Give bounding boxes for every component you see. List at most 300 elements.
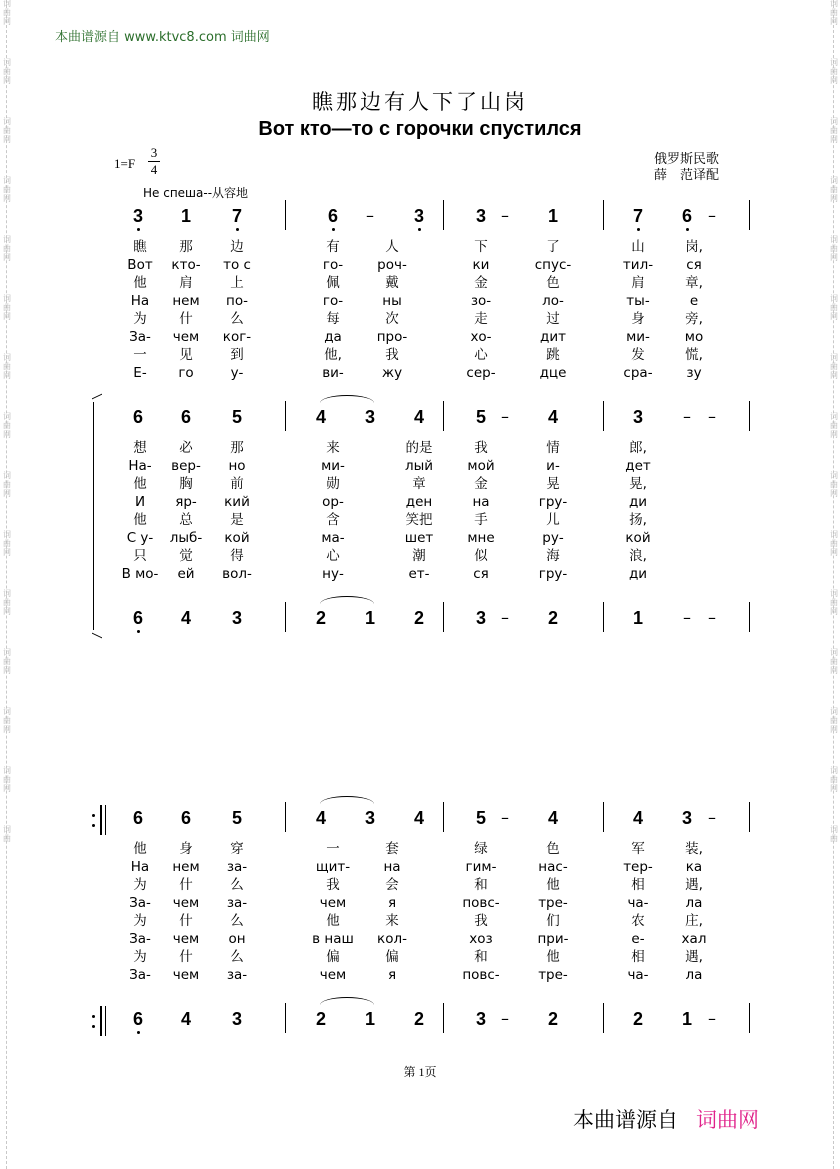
lyric-syllable: тер-	[623, 859, 653, 875]
note: 3	[475, 1009, 487, 1029]
repeat-sign-top	[100, 805, 104, 835]
lyric-syllable: 偏	[385, 949, 399, 965]
lyric-syllable: ми-	[321, 458, 345, 474]
note: 3	[231, 608, 243, 628]
lyric-syllable: 勋	[326, 476, 340, 492]
bar-line	[285, 1003, 286, 1033]
lyric-syllable: 们	[546, 913, 560, 929]
bar-line	[749, 802, 750, 832]
lyric-syllable: 他	[133, 512, 147, 528]
lyric-syllable: 走	[474, 311, 488, 327]
bar-line	[603, 200, 604, 230]
lyric-syllable: 必	[179, 440, 193, 456]
lyric-syllable: 偏	[326, 949, 340, 965]
note-extension: –	[708, 206, 716, 225]
lyric-syllable: 绿	[474, 841, 488, 857]
lyric-syllable: 他	[546, 949, 560, 965]
note: 4	[413, 407, 425, 427]
lyric-syllable: ди	[628, 494, 648, 510]
lyric-syllable: 含	[326, 512, 340, 528]
bar-line	[749, 1003, 750, 1033]
lyric-syllable: мой	[467, 458, 495, 474]
note: 3	[475, 608, 487, 628]
note-extension: –	[708, 407, 716, 426]
lyric-syllable: В мо-	[121, 566, 159, 582]
lyric-syllable: да	[324, 329, 342, 345]
note: 1	[681, 1009, 693, 1029]
slur	[320, 395, 374, 403]
note: 1	[364, 608, 376, 628]
lyric-syllable: 笑把	[405, 512, 433, 528]
lyric-syllable: 发	[631, 347, 645, 363]
note: 6	[132, 808, 144, 828]
lyric-syllable: 有	[326, 239, 340, 255]
lyric-syllable: повс-	[462, 895, 500, 911]
lyric-syllable: дит	[540, 329, 566, 345]
lyric-syllable: 么	[230, 949, 244, 965]
lyric-syllable: 的是	[405, 440, 433, 456]
lyric-syllable: ла	[685, 895, 703, 911]
bar-line	[285, 200, 286, 230]
lyric-syllable: 来	[385, 913, 399, 929]
lyric-syllable: зу	[686, 365, 702, 381]
lyric-syllable: За-	[129, 967, 151, 983]
lyric-syllable: тил-	[622, 257, 654, 273]
lyric-syllable: 他	[546, 877, 560, 893]
lyric-syllable: 肩	[179, 275, 193, 291]
lyric-syllable: нас-	[538, 859, 568, 875]
lyric-syllable: хоз	[469, 931, 493, 947]
lyric-syllable: 和	[474, 949, 488, 965]
repeat-sign-bottom	[100, 1006, 104, 1036]
side-watermark-right: 词 曲 网 词 曲 网 词 曲 网 词 曲 网 词 曲 网 词 曲 网 词 曲 网 词 曲 网 词 曲 网 词 曲 网 词 曲 网 词 曲 网 词 曲 网 词 曲 网 词 曲	[830, 0, 838, 843]
genre: 俄罗斯民歌	[654, 152, 720, 167]
note: 3	[413, 206, 425, 226]
note: 3	[681, 808, 693, 828]
lyric-syllable: 是	[230, 512, 244, 528]
key-signature: 1=F	[114, 156, 136, 171]
bar-line	[749, 602, 750, 632]
note: 5	[231, 407, 243, 427]
lyric-syllable: 我	[326, 877, 340, 893]
lyric-syllable: 手	[474, 512, 488, 528]
lyric-syllable: 相	[631, 877, 645, 893]
note: 1	[180, 206, 192, 226]
note: 4	[413, 808, 425, 828]
bar-line	[285, 802, 286, 832]
note: 5	[231, 808, 243, 828]
title-chinese: 瞧那边有人下了山岗	[312, 90, 528, 114]
note-extension: –	[683, 608, 691, 627]
lyric-syllable: гим-	[465, 859, 497, 875]
lyric-syllable: 套	[385, 841, 399, 857]
lyric-syllable: 岗,	[685, 239, 703, 255]
lyric-syllable: кто-	[171, 257, 201, 273]
lyric-syllable: 什	[179, 311, 193, 327]
lyric-syllable: 为	[133, 311, 147, 327]
note: 4	[315, 808, 327, 828]
footer-site: 词曲网	[696, 1108, 759, 1132]
lyric-syllable: 我	[474, 913, 488, 929]
note: 4	[180, 1009, 192, 1029]
lyric-syllable: он	[228, 931, 246, 947]
source-header: 本曲谱源自 www.ktvc8.com 词曲网	[55, 30, 270, 45]
lyric-syllable: чем	[319, 895, 347, 911]
lyric-syllable: зо-	[470, 293, 492, 309]
lyric-syllable: 海	[546, 548, 560, 564]
bar-line	[443, 200, 444, 230]
lyric-syllable: На	[130, 859, 150, 875]
note: 3	[231, 1009, 243, 1029]
lyric-syllable: 那	[179, 239, 193, 255]
lyric-syllable: 庄,	[685, 913, 703, 929]
lyric-syllable: ча-	[627, 895, 649, 911]
lyric-syllable: 次	[385, 311, 399, 327]
lyric-syllable: ло-	[542, 293, 564, 309]
side-watermark-left: 词 曲 网 词 曲 网 词 曲 网 词 曲 网 词 曲 网 词 曲 网 词 曲 网 词 曲 网 词 曲 网 词 曲 网 词 曲 网 词 曲 网 词 曲 网 词 曲 网 词 曲	[3, 0, 11, 843]
lyric-syllable: 胸	[179, 476, 193, 492]
note: 6	[132, 407, 144, 427]
lyric-syllable: 肩	[631, 275, 645, 291]
lyric-syllable: 了	[546, 239, 560, 255]
slur	[320, 796, 374, 804]
lyric-syllable: на	[472, 494, 490, 510]
note: 2	[632, 1009, 644, 1029]
lyric-syllable: дце	[539, 365, 567, 381]
lyric-syllable: ты-	[626, 293, 650, 309]
bar-line	[603, 401, 604, 431]
lyric-syllable: за-	[226, 967, 248, 983]
note: 2	[413, 1009, 425, 1029]
lyric-syllable: 一	[133, 347, 147, 363]
lyric-syllable: чем	[172, 967, 200, 983]
bar-line	[285, 401, 286, 431]
note: 6	[132, 1009, 144, 1029]
lyric-syllable: 会	[385, 877, 399, 893]
note-extension: –	[683, 407, 691, 426]
note: 4	[547, 407, 559, 427]
note: 4	[547, 808, 559, 828]
lyric-syllable: я	[387, 895, 397, 911]
lyric-syllable: тре-	[538, 895, 568, 911]
note-extension: –	[708, 608, 716, 627]
lyric-syllable: на	[383, 859, 401, 875]
note: 4	[632, 808, 644, 828]
lyric-syllable: 郎,	[629, 440, 647, 456]
lyric-syllable: 为	[133, 877, 147, 893]
arranger: 薛 范译配	[654, 168, 720, 183]
lyric-syllable: и-	[546, 458, 560, 474]
lyric-syllable: 和	[474, 877, 488, 893]
note: 1	[632, 608, 644, 628]
lyric-syllable: 山	[631, 239, 645, 255]
lyric-syllable: за-	[226, 859, 248, 875]
lyric-syllable: 章,	[685, 275, 703, 291]
note: 2	[547, 1009, 559, 1029]
lyric-syllable: дет	[625, 458, 651, 474]
lyric-syllable: 心	[474, 347, 488, 363]
lyric-syllable: сер-	[466, 365, 496, 381]
lyric-syllable: 扬,	[629, 512, 647, 528]
bar-line	[443, 1003, 444, 1033]
lyric-syllable: хал	[681, 931, 707, 947]
lyric-syllable: 军	[631, 841, 645, 857]
lyric-syllable: ча-	[627, 967, 649, 983]
bar-line	[443, 602, 444, 632]
note: 6	[681, 206, 693, 226]
note: 3	[632, 407, 644, 427]
lyric-syllable: 边	[230, 239, 244, 255]
note-extension: –	[501, 608, 509, 627]
lyric-syllable: На	[130, 293, 150, 309]
lyric-syllable: 上	[230, 275, 244, 291]
lyric-syllable: 晃	[546, 476, 560, 492]
time-denominator: 4	[148, 161, 160, 178]
lyric-syllable: 下	[474, 239, 488, 255]
lyric-syllable: 到	[230, 347, 244, 363]
lyric-syllable: 遇,	[685, 949, 703, 965]
lyric-syllable: Вот	[127, 257, 153, 273]
time-signature	[148, 145, 160, 178]
system-brace	[93, 402, 104, 630]
lyric-syllable: шет	[404, 530, 434, 546]
lyric-syllable: 相	[631, 949, 645, 965]
lyric-syllable: роч-	[377, 257, 407, 273]
lyric-syllable: при-	[537, 931, 569, 947]
lyric-syllable: 他	[326, 913, 340, 929]
lyric-syllable: 他	[133, 275, 147, 291]
lyric-syllable: 每	[326, 311, 340, 327]
note: 2	[315, 1009, 327, 1029]
note: 1	[364, 1009, 376, 1029]
note-extension: –	[366, 206, 374, 225]
lyric-syllable: кой	[625, 530, 651, 546]
bar-line	[443, 802, 444, 832]
lyric-syllable: ка	[685, 859, 703, 875]
lyric-syllable: щит-	[315, 859, 351, 875]
lyric-syllable: 他	[133, 476, 147, 492]
lyric-syllable: в наш	[312, 931, 354, 947]
slur	[320, 596, 374, 604]
lyric-syllable: 晃,	[629, 476, 647, 492]
lyric-syllable: 佩	[326, 275, 340, 291]
lyric-syllable: 似	[474, 548, 488, 564]
lyric-syllable: е	[689, 293, 699, 309]
lyric-syllable: 儿	[546, 512, 560, 528]
lyric-syllable: 穿	[230, 841, 244, 857]
lyric-syllable: 装,	[685, 841, 703, 857]
lyric-syllable: 只	[133, 548, 147, 564]
title-russian: Вот кто—то с горочки спустился	[258, 118, 582, 140]
lyric-syllable: 浪,	[629, 548, 647, 564]
lyric-syllable: 色	[546, 275, 560, 291]
lyric-syllable: го-	[322, 257, 344, 273]
lyric-syllable: нем	[172, 293, 200, 309]
lyric-syllable: ми-	[626, 329, 650, 345]
lyric-syllable: 人	[385, 239, 399, 255]
lyric-syllable: спус-	[534, 257, 572, 273]
footer-credit	[573, 1104, 759, 1134]
lyric-syllable: 农	[631, 913, 645, 929]
lyric-syllable: 么	[230, 913, 244, 929]
note: 4	[180, 608, 192, 628]
note-extension: –	[501, 808, 509, 827]
lyric-syllable: 得	[230, 548, 244, 564]
lyric-syllable: 金	[474, 275, 488, 291]
lyric-syllable: 章	[412, 476, 426, 492]
note: 3	[364, 407, 376, 427]
note: 3	[132, 206, 144, 226]
lyric-syllable: За-	[129, 329, 151, 345]
footer-text: 本曲谱源自	[573, 1108, 678, 1132]
lyric-syllable: повс-	[462, 967, 500, 983]
bar-line	[603, 602, 604, 632]
lyric-syllable: я	[387, 967, 397, 983]
lyric-syllable: по-	[226, 293, 248, 309]
tempo-marking: Не спеша--从容地	[143, 186, 249, 200]
lyric-syllable: за-	[226, 895, 248, 911]
lyric-syllable: хо-	[470, 329, 492, 345]
note: 4	[315, 407, 327, 427]
note: 6	[327, 206, 339, 226]
lyric-syllable: го-	[322, 293, 344, 309]
lyric-syllable: 戴	[385, 275, 399, 291]
lyric-syllable: вер-	[171, 458, 201, 474]
note: 3	[475, 206, 487, 226]
lyric-syllable: 心	[326, 548, 340, 564]
lyric-syllable: жу	[381, 365, 403, 381]
lyric-syllable: ди	[628, 566, 648, 582]
note: 1	[547, 206, 559, 226]
time-numerator: 3	[150, 145, 158, 160]
lyric-syllable: 那	[230, 440, 244, 456]
lyric-syllable: е-	[631, 931, 645, 947]
lyric-syllable: 过	[546, 311, 560, 327]
lyric-syllable: 身	[631, 311, 645, 327]
lyric-syllable: 来	[326, 440, 340, 456]
lyric-syllable: ког-	[222, 329, 252, 345]
lyric-syllable: 他	[133, 841, 147, 857]
note: 7	[632, 206, 644, 226]
lyric-syllable: ру-	[542, 530, 564, 546]
bar-line	[285, 602, 286, 632]
lyric-syllable: ор-	[322, 494, 344, 510]
bar-line	[603, 1003, 604, 1033]
lyric-syllable: то с	[223, 257, 251, 273]
page-number: 第 1页	[403, 1065, 437, 1079]
lyric-syllable: чем	[172, 931, 200, 947]
note-extension: –	[501, 206, 509, 225]
lyric-syllable: лыб-	[169, 530, 203, 546]
lyric-syllable: гру-	[538, 494, 568, 510]
lyric-syllable: 什	[179, 877, 193, 893]
lyric-syllable: ки	[472, 257, 490, 273]
note-extension: –	[501, 407, 509, 426]
lyric-syllable: 色	[546, 841, 560, 857]
lyric-syllable: 遇,	[685, 877, 703, 893]
lyric-syllable: 潮	[412, 548, 426, 564]
lyric-syllable: 么	[230, 311, 244, 327]
lyric-syllable: 身	[179, 841, 193, 857]
lyric-syllable: 么	[230, 877, 244, 893]
lyric-syllable: го	[178, 365, 194, 381]
note: 2	[315, 608, 327, 628]
note: 2	[547, 608, 559, 628]
lyric-syllable: мне	[467, 530, 495, 546]
lyric-syllable: На-	[128, 458, 152, 474]
bar-line	[443, 401, 444, 431]
lyric-syllable: ны	[382, 293, 402, 309]
slur	[320, 997, 374, 1005]
lyric-syllable: 跳	[546, 347, 560, 363]
lyric-syllable: сра-	[623, 365, 653, 381]
lyric-syllable: 为	[133, 949, 147, 965]
bar-line	[749, 200, 750, 230]
lyric-syllable: За-	[129, 895, 151, 911]
lyric-syllable: 为	[133, 913, 147, 929]
note-extension: –	[501, 1009, 509, 1028]
lyric-syllable: ся	[686, 257, 702, 273]
lyric-syllable: 慌,	[685, 347, 703, 363]
lyric-syllable: Е-	[133, 365, 147, 381]
lyric-syllable: 前	[230, 476, 244, 492]
lyric-syllable: ей	[177, 566, 195, 582]
lyric-syllable: За-	[129, 931, 151, 947]
lyric-syllable: 想	[133, 440, 147, 456]
lyric-syllable: тре-	[538, 967, 568, 983]
lyric-syllable: И	[134, 494, 146, 510]
note: 6	[180, 407, 192, 427]
lyric-syllable: 总	[179, 512, 193, 528]
lyric-syllable: ет-	[408, 566, 430, 582]
note-extension: –	[708, 1009, 716, 1028]
lyric-syllable: у-	[230, 365, 244, 381]
lyric-syllable: 瞧	[133, 239, 147, 255]
lyric-syllable: чем	[172, 895, 200, 911]
lyric-syllable: 一	[326, 841, 340, 857]
lyric-syllable: 情	[546, 440, 560, 456]
lyric-syllable: ну-	[322, 566, 344, 582]
lyric-syllable: ден	[405, 494, 433, 510]
lyric-syllable: яр-	[175, 494, 197, 510]
lyric-syllable: нем	[172, 859, 200, 875]
lyric-syllable: 我	[385, 347, 399, 363]
note: 3	[364, 808, 376, 828]
note-extension: –	[708, 808, 716, 827]
lyric-syllable: кий	[224, 494, 250, 510]
lyric-syllable: кой	[224, 530, 250, 546]
lyric-syllable: лый	[404, 458, 434, 474]
credits	[654, 152, 719, 184]
note: 2	[413, 608, 425, 628]
note: 7	[231, 206, 243, 226]
lyric-syllable: чем	[172, 329, 200, 345]
lyric-syllable: ся	[473, 566, 489, 582]
lyric-syllable: ла	[685, 967, 703, 983]
lyric-syllable: вол-	[222, 566, 252, 582]
lyric-syllable: про-	[376, 329, 408, 345]
lyric-syllable: 我	[474, 440, 488, 456]
lyric-syllable: мо	[684, 329, 704, 345]
lyric-syllable: кол-	[377, 931, 407, 947]
lyric-syllable: 金	[474, 476, 488, 492]
lyric-syllable: ма-	[321, 530, 345, 546]
note: 6	[132, 608, 144, 628]
bar-line	[603, 802, 604, 832]
note: 5	[475, 808, 487, 828]
lyric-syllable: 旁,	[685, 311, 703, 327]
lyric-syllable: 他,	[324, 347, 342, 363]
